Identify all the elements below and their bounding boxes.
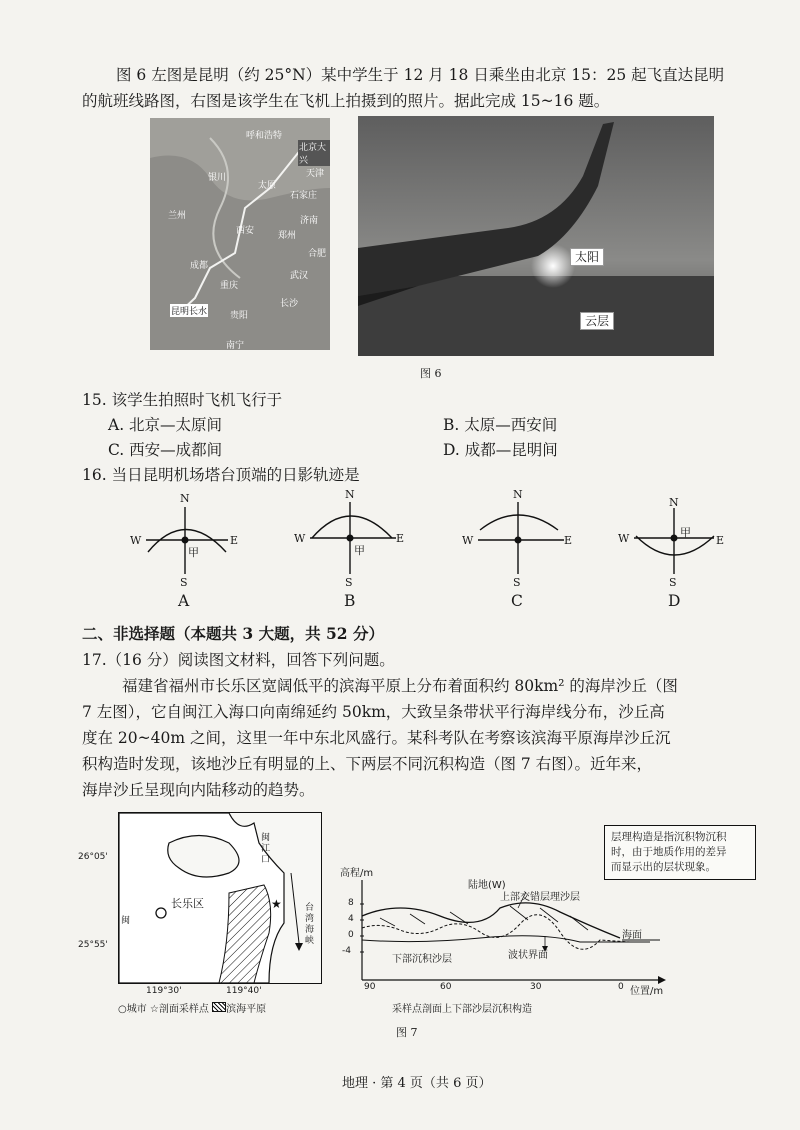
q17-para-line: 7 左图），它自闽江入海口向南绵延约 50km，大致呈条带状平行海岸线分布，沙丘高 (82, 703, 665, 721)
city-label: 呼和浩特 (246, 131, 283, 141)
lon-right: 119°40' (226, 986, 262, 996)
legend-star-icon: ☆ (149, 1004, 159, 1015)
q15-option-a[interactable]: A. 北京—太原间 (108, 416, 223, 434)
shadow-diagram-c[interactable] (460, 488, 572, 612)
province-label: 闽 (121, 916, 131, 926)
intro-line-1: 图 6 左图是昆明（约 25°N）某中学生于 12 月 18 日乘坐由北京 15：25 起飞直达昆明 (116, 66, 725, 84)
city-label: 北京大兴 (298, 140, 330, 166)
q17-para-line: 积构造时发现，该地沙丘有明显的上、下两层不同沉积构造（图 7 右图）。近年来， (82, 755, 652, 773)
city-label: 郑州 (278, 231, 297, 241)
q15-stem: 15. 该学生拍照时飞机飞行于 (82, 391, 283, 409)
x-tick: 90 (364, 982, 376, 992)
point-jia-label: 甲 (188, 546, 199, 559)
east-label: E (716, 534, 725, 547)
south-label: S (180, 576, 188, 589)
sun-label: 太阳 (570, 246, 604, 265)
legend-plain: 滨海平原 (226, 1004, 267, 1015)
city-label: 银川 (208, 173, 227, 183)
north-label: N (513, 488, 523, 501)
south-label: S (669, 576, 677, 589)
sea-label: 海面 (622, 930, 642, 941)
legend-sample: 剖面采样点 (158, 1004, 209, 1015)
city-label: 天津 (306, 169, 325, 179)
city-label: 重庆 (220, 281, 239, 291)
note-line: 层理构造是指沉积物沉积 (611, 831, 727, 843)
city-label: 贵阳 (230, 311, 249, 321)
city-label: 昆明长水 (170, 304, 208, 317)
east-label: E (564, 534, 573, 547)
south-label: S (345, 576, 353, 589)
y-tick: 0 (348, 930, 354, 940)
upper-layer-label: 上部交错层理沙层 (500, 892, 580, 903)
wing-photo (358, 116, 714, 356)
legend-hatch-icon (212, 1002, 226, 1012)
shadow-diagram-b[interactable] (292, 488, 405, 612)
option-label: D (668, 592, 681, 610)
north-label: N (180, 492, 190, 505)
x-tick: 30 (530, 982, 542, 992)
option-label: B (344, 592, 356, 610)
q17-stem: 17.（16 分）阅读图文材料，回答下列问题。 (82, 651, 395, 669)
lower-layer-label: 下部沉积沙层 (392, 954, 452, 965)
figure-6-caption: 图 6 (420, 367, 442, 380)
point-jia-label: 甲 (354, 544, 365, 557)
note-line: 而显示出的层状现象。 (611, 861, 716, 873)
y-tick: 4 (348, 914, 354, 924)
city-label: 济南 (300, 216, 319, 226)
lat-top: 26°05' (78, 852, 108, 862)
sediment-profile (340, 860, 680, 1000)
city-label: 西安 (236, 226, 255, 236)
city-label: 合肥 (308, 249, 327, 259)
q15-option-c[interactable]: C. 西安—成都间 (108, 441, 223, 459)
interface-label: 波状界面 (508, 950, 548, 961)
city-label: 长沙 (280, 299, 299, 309)
note-box (604, 825, 756, 880)
river-label: 闽江口 (261, 833, 271, 865)
profile-caption: 采样点剖面上下部沙层沉积构造 (392, 1004, 532, 1015)
cloud-label: 云层 (580, 310, 614, 329)
city-label: 南宁 (226, 341, 245, 350)
west-label: W (618, 532, 630, 545)
point-jia-label: 甲 (680, 526, 691, 539)
south-label: S (513, 576, 521, 589)
x-axis-label: 位置/m (630, 986, 664, 997)
intro-line-2: 的航班线路图，右图是该学生在飞机上拍摄到的照片。据此完成 15~16 题。 (82, 92, 610, 110)
x-tick: 0 (618, 982, 624, 992)
city-label: 武汉 (290, 271, 309, 281)
q16-stem: 16. 当日昆明机场塔台顶端的日影轨迹是 (82, 466, 360, 484)
flight-route-map (150, 118, 330, 350)
svg-text:★: ★ (271, 897, 282, 911)
y-axis-label: 高程/m (340, 868, 374, 879)
page-footer: 地理 · 第 4 页（共 6 页） (342, 1076, 492, 1091)
city-label: 成都 (190, 261, 209, 271)
shadow-diagram-d[interactable] (618, 496, 730, 612)
q17-para-line: 度在 20~40m 之间，这里一年中东北风盛行。某科考队在考察该滨海平原海岸沙丘沉 (82, 729, 671, 747)
x-tick: 60 (440, 982, 452, 992)
option-label: C (511, 592, 523, 610)
lon-left: 119°30' (146, 986, 182, 996)
lat-bottom: 25°55' (78, 940, 108, 950)
q17-para-line: 福建省福州市长乐区宽阔低平的滨海平原上分布着面积约 80km² 的海岸沙丘（图 (122, 677, 678, 695)
q15-option-b[interactable]: B. 太原—西安间 (443, 416, 558, 434)
land-label: 陆地(W) (468, 880, 506, 891)
y-tick: 8 (348, 898, 354, 908)
north-label: N (345, 488, 355, 501)
north-label: N (669, 496, 679, 509)
option-label: A (178, 592, 190, 610)
west-label: W (294, 532, 306, 545)
legend-circle-icon: ○ (118, 1004, 127, 1015)
west-label: W (130, 534, 142, 547)
changle-map (118, 812, 322, 984)
district-label: 长乐区 (171, 897, 204, 910)
note-line: 时，由于地质作用的差异 (611, 846, 727, 858)
legend-city: 城市 (126, 1004, 147, 1015)
city-label: 兰州 (168, 211, 187, 221)
q15-option-d[interactable]: D. 成都—昆明间 (443, 441, 558, 459)
map-legend (118, 1000, 266, 1015)
city-label: 石家庄 (290, 191, 318, 201)
figure-7-caption: 图 7 (396, 1026, 418, 1039)
section-title: 二、非选择题（本题共 3 大题，共 52 分） (82, 624, 384, 643)
strait-label: 台湾海峡 (305, 903, 315, 946)
city-label: 太原 (258, 181, 277, 191)
east-label: E (396, 532, 405, 545)
y-tick: -4 (342, 946, 351, 956)
q17-para-line: 海岸沙丘呈现向内陆移动的趋势。 (82, 781, 315, 799)
shadow-diagram-a[interactable] (128, 492, 238, 612)
west-label: W (462, 534, 474, 547)
east-label: E (230, 534, 239, 547)
